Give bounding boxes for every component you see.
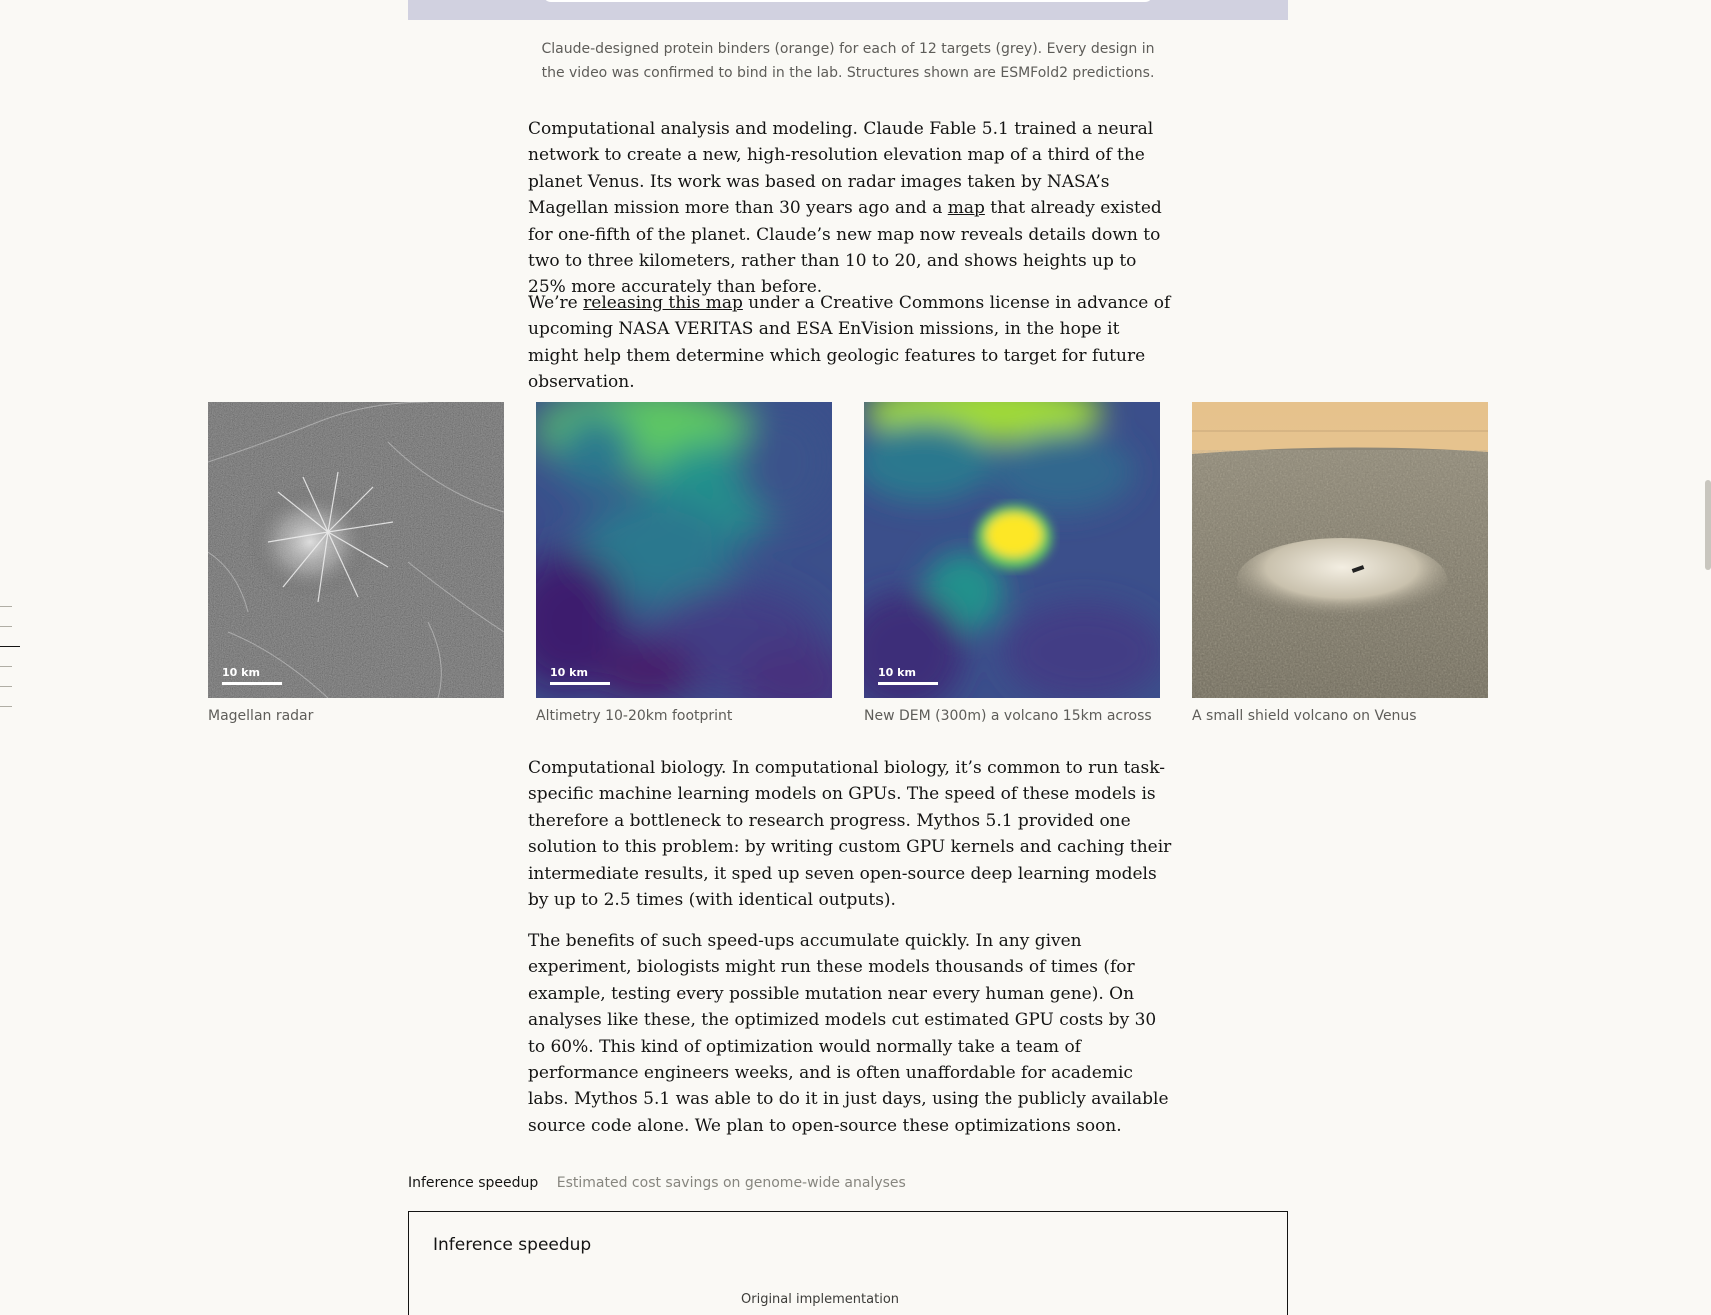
figure-caption: Magellan radar (208, 708, 314, 724)
figure-altimetry (536, 402, 832, 726)
video-controls-bar[interactable] (543, 0, 1153, 2)
chart-tabs (408, 1173, 920, 1193)
paragraph-venus-map (528, 116, 1172, 301)
figure-magellan-radar (208, 402, 504, 726)
chart-legend-original: Original implementation (741, 1292, 900, 1307)
chart-title: Inference speedup (433, 1235, 592, 1255)
para1-text-b: that already existed for one-fifth of the planet. Claude’s new map now reveals details down to two to three kilometers, rather than 10 to 20, and shows heights up to 25% more accurately than before. (528, 198, 1162, 298)
figure-caption: New DEM (300m) a volcano 15km across (864, 708, 1152, 724)
figure-shield-volcano (1192, 402, 1488, 726)
magellan-radar-image (208, 402, 504, 698)
shield-volcano-render (1192, 402, 1488, 698)
para2-text-a: We’re (528, 293, 584, 313)
para2-text-b: under a Creative Commons license in advance of upcoming NASA VERITAS and ESA EnVision missions, in the hope it might help them determine which geologic features to target for future observation. (528, 293, 1171, 393)
toc-tick[interactable] (0, 706, 12, 707)
scale-bar (878, 682, 938, 685)
scale-label: 10 km (878, 666, 916, 679)
figure-new-dem (864, 402, 1160, 726)
protein-caption-text: Claude-designed protein binders (orange) for each of 12 targets (grey). Every design in the video was confirmed to bind in the lab. Structures shown are ESMFold2 predictions. (541, 41, 1155, 81)
figure-caption: Altimetry 10-20km footprint (536, 708, 733, 724)
new-dem-image (864, 402, 1160, 698)
map-link[interactable]: map (947, 198, 985, 219)
paragraph-speedup-benefits (528, 928, 1172, 1139)
altimetry-image (536, 402, 832, 698)
toc-tick-active[interactable] (0, 646, 20, 647)
para4-text: The benefits of such speed-ups accumulate quickly. In any given experiment, biologists might run these models thousands of times (for example, testing every possible mutation near every human gene). On analyses like these, the optimized models cut estimated GPU costs by 30 to 60%. This kind of optimization would normally take a team of performance engineers weeks, and is often unaffordable for academic labs. Mythos 5.1 was able to do it in just days, using the publicly available source code alone. We plan to open-source these optimizations soon. (528, 931, 1169, 1136)
paragraph-releasing-map (528, 290, 1172, 396)
scale-label: 10 km (550, 666, 588, 679)
toc-tick[interactable] (0, 666, 12, 667)
page-scrollbar-thumb[interactable] (1705, 480, 1711, 570)
scale-bar (550, 682, 610, 685)
protein-figure-caption (408, 37, 1288, 85)
scale-bar (222, 682, 282, 685)
figure-caption: A small shield volcano on Venus (1192, 708, 1417, 724)
tab-inference-speedup[interactable]: Inference speedup (408, 1175, 539, 1191)
para3-text: Computational biology. In computational biology, it’s common to run task-specific machine learning models on GPUs. The speed of these models is therefore a bottleneck to research progress. Mythos 5.1 provided one solution to this problem: by writing custom GPU kernels and caching their intermediate results, it sped up seven open-source deep learning models by up to 2.5 times (with identical outputs). (528, 758, 1172, 911)
releasing-map-link[interactable]: releasing this map (583, 293, 743, 313)
toc-tick[interactable] (0, 686, 12, 687)
toc-tick[interactable] (0, 626, 12, 627)
scale-label: 10 km (222, 666, 260, 679)
paragraph-computational-biology (528, 755, 1172, 913)
para1-text-a: Computational analysis and modeling. Claude Fable 5.1 trained a neural network to create a new, high-resolution elevation map of a third of the planet Venus. Its work was based on radar images taken by NASA’s Magellan mission more than 30 years ago and a (528, 119, 1154, 219)
tab-cost-savings[interactable]: Estimated cost savings on genome-wide analyses (556, 1175, 906, 1191)
inference-speedup-chart (408, 1211, 1288, 1315)
protein-video-frame (408, 0, 1288, 20)
toc-tick[interactable] (0, 606, 12, 607)
